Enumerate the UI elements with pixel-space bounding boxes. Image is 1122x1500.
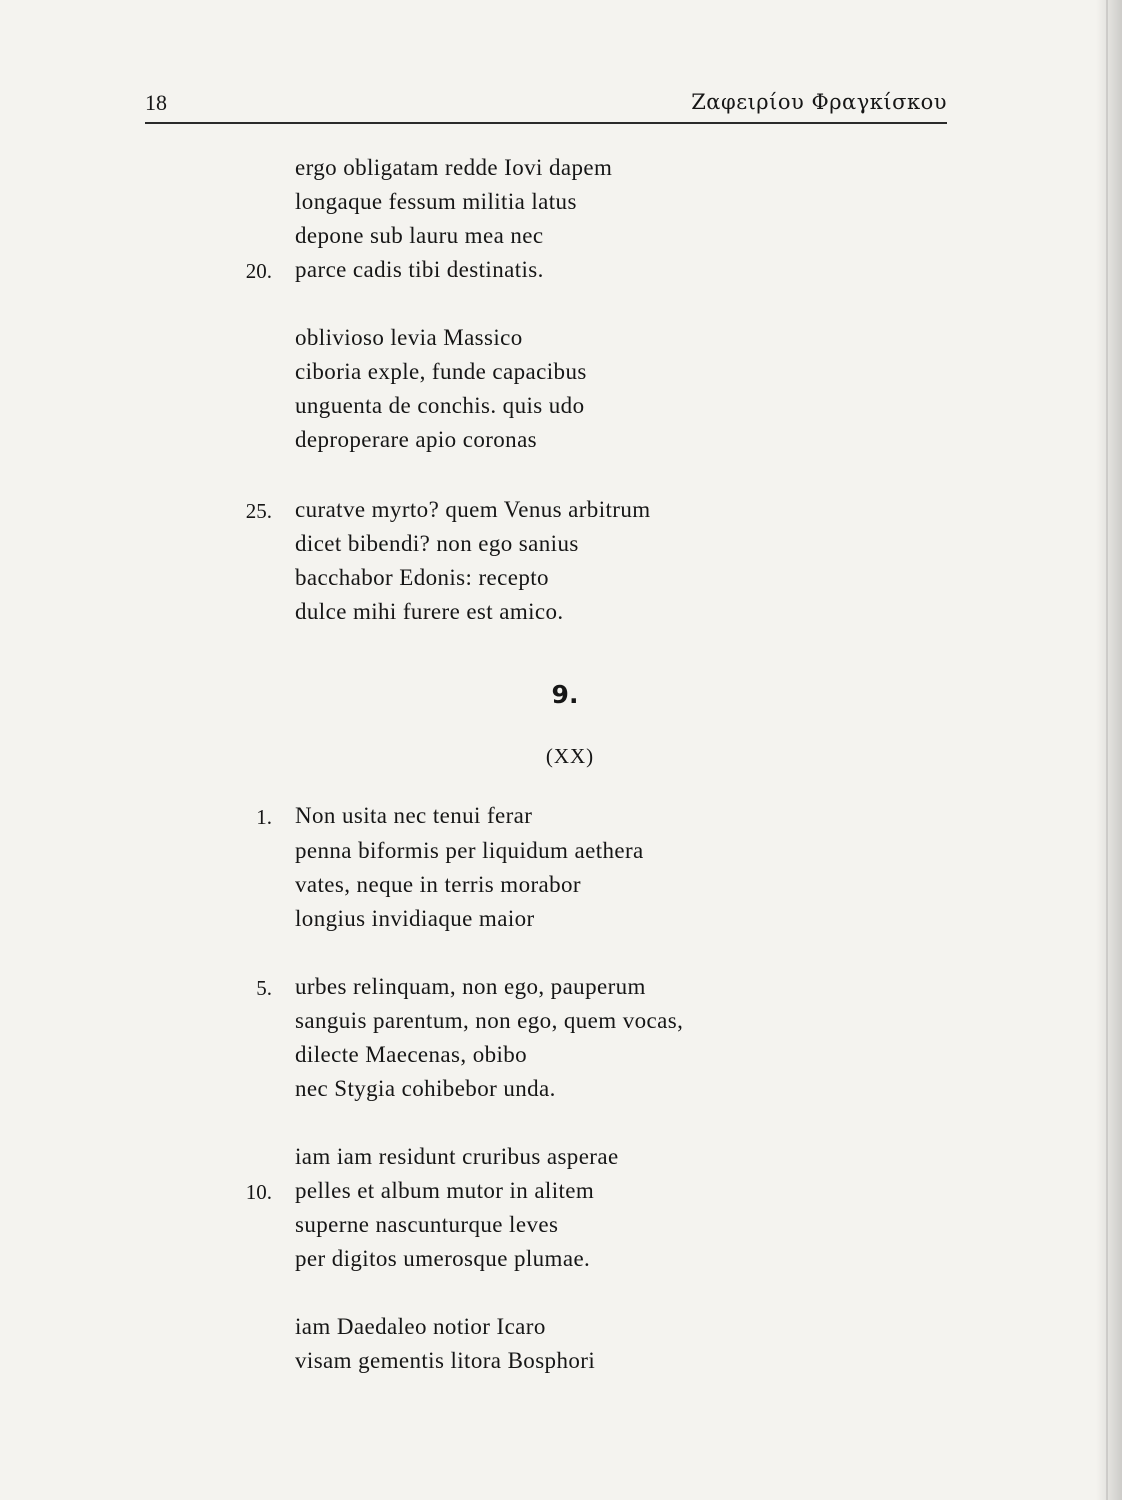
verse-line: Non usita nec tenui ferar [295,803,533,828]
line-number: 10. [245,1180,272,1204]
verse-line: pelles et album mutor in alitem [295,1178,595,1203]
header-rule [145,122,947,124]
verse-line: visam gementis litora Bosphori [295,1348,596,1373]
page-header [145,86,947,126]
verse-line: unguenta de conchis. quis udo [295,393,585,418]
verse-line: oblivioso levia Massico [295,325,523,350]
verse-line: urbes relinquam, non ego, pauperum [295,974,646,999]
verse-line: sanguis parentum, non ego, quem vocas, [295,1008,684,1033]
verse-line: vates, neque in terris morabor [295,872,581,897]
verse-line: iam Daedaleo notior Icaro [295,1314,546,1339]
verse-line: longaque fessum militia latus [295,189,577,214]
page-edge-line [1106,0,1108,1500]
verse-line: nec Stygia cohibebor unda. [295,1076,556,1101]
verse-line: depone sub lauru mea nec [295,223,544,248]
verse-line: ciboria exple, funde capacibus [295,359,587,384]
verse-line: iam iam residunt cruribus asperae [295,1144,619,1169]
line-number: 20. [245,259,272,283]
page-edge-shadow [1096,0,1122,1500]
page-number: 18 [145,90,167,115]
verse-line: bacchabor Edonis: recepto [295,565,549,590]
verse-line: penna biformis per liquidum aethera [295,838,644,863]
verse-line: dilecte Maecenas, obibo [295,1042,528,1067]
verse-line: parce cadis tibi destinatis. [295,257,544,282]
poem-number: 9. [551,680,579,709]
verse-line: ergo obligatam redde Iovi dapem [295,155,613,180]
poem-reference: (XX) [545,744,595,768]
verse-line: per digitos umerosque plumae. [295,1246,591,1271]
verse-line: dicet bibendi? non ego sanius [295,531,579,556]
line-number: 5. [256,976,272,1000]
verse-line: longius invidiaque maior [295,906,535,931]
verse-line: deproperare apio coronas [295,427,538,452]
verse-line: curatve myrto? quem Venus arbitrum [295,497,651,522]
line-number: 25. [245,499,272,523]
running-head: Ζαφειρίου Φραγκίσκου [691,90,947,114]
line-number: 1. [256,805,272,829]
verse-line: superne nascunturque leves [295,1212,559,1237]
verse-line: dulce mihi furere est amico. [295,599,564,624]
